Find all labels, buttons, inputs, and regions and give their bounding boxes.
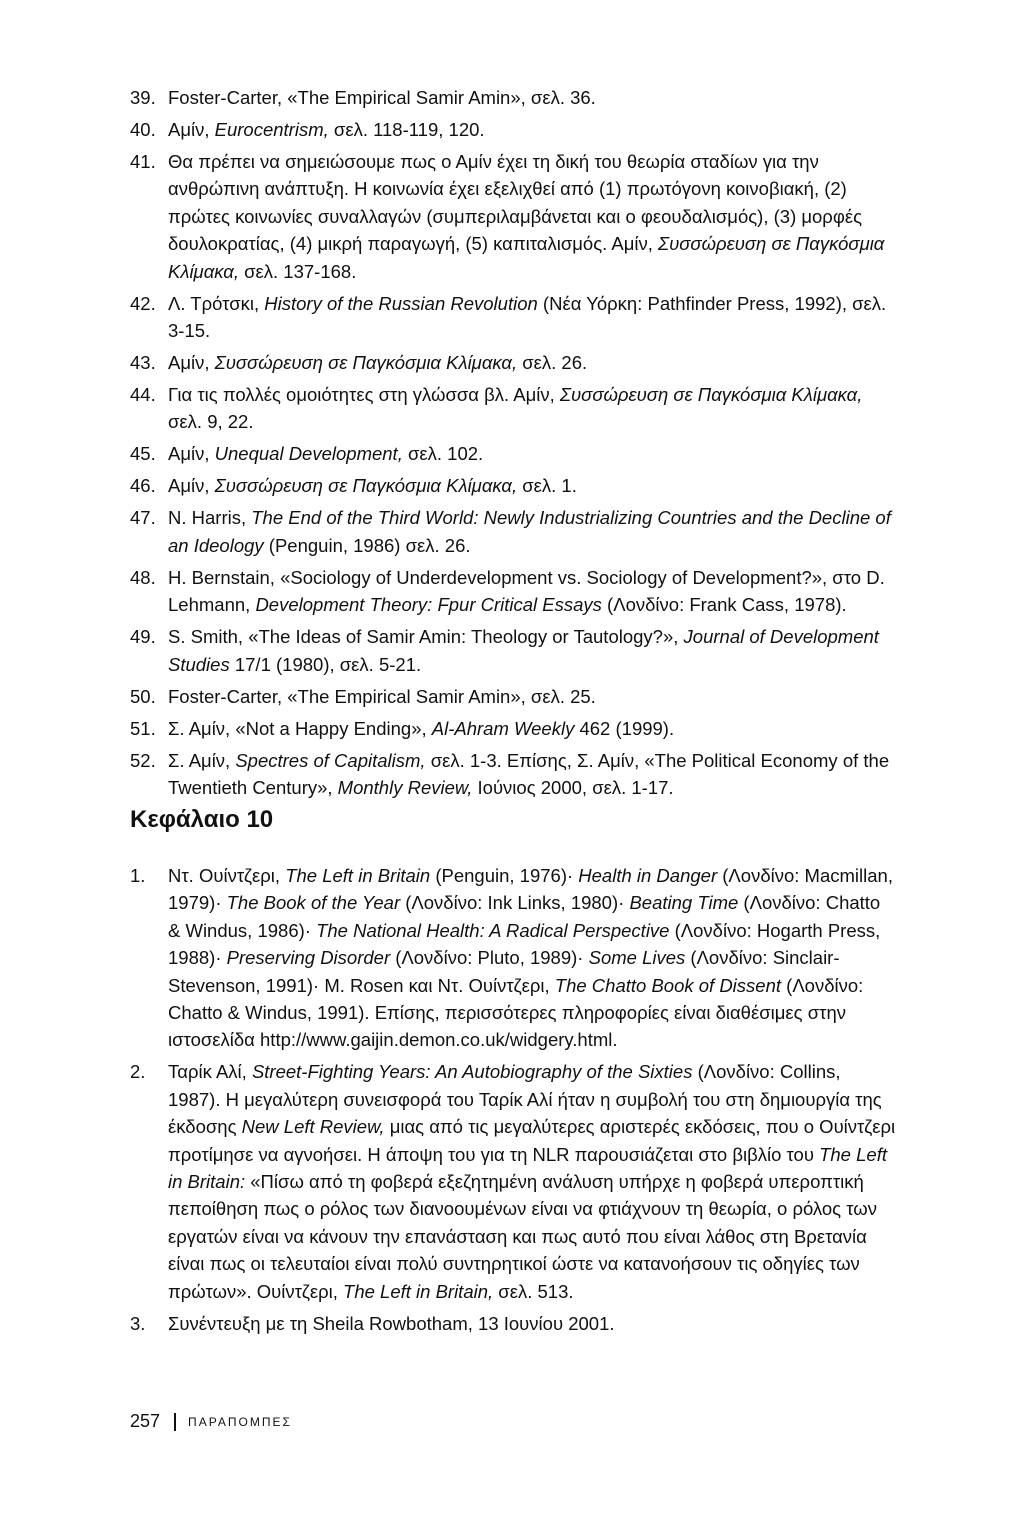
note-text [168, 715, 896, 742]
note-text-segment: «Πίσω από τη φοβερά εξεζητημένη ανάλυση υπήρχε η φοβερά υπεροπτική πεποίθηση πως ο ρόλος των διανοουμένων είναι να φτιάχνουν τη θεωρία, ο ρόλος των εργατών είναι να κάνουν την επανάσταση και πως αυτό που είναι λάθος στη Βρετανία είναι πως οι τελευταίοι είναι πολύ συντηρητικοί ώστε να κατανοήσουν τις οδηγίες των πρώτων». Ουίντζερι, [168, 1171, 877, 1302]
note-text [168, 381, 896, 436]
note-text-segment: σελ. 102. [402, 443, 484, 465]
note-text-segment: (Λονδίνο: Sinclair-Stevenson, 1991)· M. Rosen και Ντ. Ουίντζερι, [168, 947, 840, 996]
note-item [130, 84, 896, 111]
note-title-italic: Beating Time [629, 892, 739, 914]
note-text-segment: Ταρίκ Αλί, [168, 1061, 252, 1083]
note-text [168, 1058, 896, 1305]
note-title-italic: The End of the Third World: Newly Industrializing Countries and the Decline of an Ideology [168, 507, 891, 556]
note-title-italic: Some Lives [588, 947, 686, 969]
note-text-segment: (Penguin, 1986) σελ. 26. [263, 534, 471, 556]
note-text-segment: σελ. 513. [493, 1280, 574, 1302]
note-text [168, 564, 896, 619]
note-text-segment: (Λονδίνο: Chatto & Windus, 1986)· [168, 892, 881, 941]
note-text-segment: (Λονδίνο: Hogarth Press, 1988)· [168, 919, 881, 969]
note-item [130, 747, 896, 802]
note-text-segment: Λ. Τρότσκι, [168, 292, 265, 314]
chapter-heading: Κεφάλαιο 10 [130, 806, 274, 833]
note-item [130, 116, 896, 143]
note-number: 43. [130, 352, 156, 374]
note-text [168, 862, 896, 1054]
note-item [130, 148, 896, 285]
note-text [168, 1310, 896, 1337]
note-title-italic: Development Theory: Fpur Critical Essays [255, 594, 602, 616]
note-text-segment: Συνέντευξη με τη Sheila Rowbotham, 13 Ιουνίου 2001. [168, 1312, 615, 1334]
note-text-segment: Αμίν, [168, 352, 215, 374]
note-title-italic: The Chatto Book of Dissent [554, 974, 782, 996]
note-text-segment: Για τις πολλές ομοιότητες στη γλώσσα βλ. Αμίν, [168, 384, 560, 406]
note-text-segment: Σ. Αμίν, «Not a Happy Ending», [168, 717, 432, 739]
note-text-segment: (Penguin, 1976)· [430, 865, 579, 886]
note-number: 46. [130, 475, 156, 497]
note-title-italic: Συσσώρευση σε Παγκόσμια Κλίμακα, [168, 233, 885, 282]
note-title-italic: Health in Danger [578, 865, 718, 886]
note-text [168, 84, 896, 111]
note-text [168, 472, 896, 499]
page-footer [130, 1411, 292, 1432]
note-text-segment: σελ. 1. [517, 475, 577, 497]
note-title-italic: Unequal Development, [214, 443, 403, 465]
note-text-segment: σελ. 9, 22. [168, 411, 254, 433]
note-text-segment: Σ. Αμίν, [168, 749, 236, 771]
note-item [130, 440, 896, 467]
note-title-italic: Συσσώρευση σε Παγκόσμια Κλίμακα, [214, 352, 518, 374]
note-number: 41. [130, 151, 156, 172]
note-title-italic: Συσσώρευση σε Παγκόσμια Κλίμακα, [559, 384, 863, 406]
note-number: 1. [130, 865, 146, 886]
notes-list-chapter-10 [130, 862, 896, 1342]
note-item [130, 715, 896, 742]
note-text-segment: μιας από τις μεγαλύτερες αριστερές εκδόσεις, που ο Ουίντζερι προτίμησε να αγνοήσει. Η άποψη του για τη NLR παρουσιάζεται στο βιβλίο του [168, 1116, 896, 1165]
note-title-italic: The Left in Britain: [168, 1143, 887, 1193]
note-item [130, 290, 896, 345]
note-item [130, 623, 896, 678]
footer-title: ΠΑΡΑΠΟΜΠΕΣ [188, 1414, 292, 1429]
note-text [168, 683, 896, 710]
note-title-italic: Al-Ahram Weekly [431, 717, 575, 739]
note-item [130, 564, 896, 619]
note-title-italic: Monthly Review, [337, 777, 473, 799]
note-text-segment: (Λονδίνο: Macmillan, 1979)· [168, 865, 893, 914]
note-text-segment: 17/1 (1980), σελ. 5-21. [229, 653, 422, 675]
note-item [130, 862, 896, 1054]
note-number: 44. [130, 384, 156, 406]
note-text-segment: (Λονδίνο: Frank Cass, 1978). [601, 594, 847, 616]
note-number: 3. [130, 1312, 146, 1334]
note-text-segment: Αμίν, [168, 475, 215, 497]
note-title-italic: The Left in Britain, [343, 1280, 494, 1302]
note-number: 52. [130, 749, 156, 771]
note-title-italic: Συσσώρευση σε Παγκόσμια Κλίμακα, [214, 475, 518, 497]
note-title-italic: Street-Fighting Years: An Autobiography of the Sixties [251, 1061, 693, 1083]
note-title-italic: The Left in Britain [285, 865, 431, 886]
note-text [168, 148, 896, 285]
note-text-segment: σελ. 1-3. Επίσης, Σ. Αμίν, «The Political Economy of the Twentieth Century», [168, 749, 890, 799]
note-title-italic: History of the Russian Revolution [264, 292, 538, 314]
note-number: 51. [130, 717, 156, 739]
note-text-segment: (Λονδίνο: Chatto & Windus, 1991). Επίσης, περισσότερες πληροφορίες είναι διαθέσιμες στην ιστοσελίδα http://www.gaijin.demon.co.uk/widgery.html. [168, 974, 864, 1051]
note-item [130, 381, 896, 436]
note-item [130, 349, 896, 376]
note-number: 45. [130, 443, 156, 465]
note-text [168, 440, 896, 467]
note-text-segment: σελ. 137-168. [238, 260, 357, 282]
note-title-italic: Spectres of Capitalism, [235, 749, 426, 771]
note-item [130, 472, 896, 499]
note-number: 47. [130, 507, 156, 529]
note-text-segment: 462 (1999). [574, 717, 675, 739]
note-number: 42. [130, 292, 156, 314]
note-text [168, 623, 896, 678]
note-text-segment: (Νέα Υόρκη: Pathfinder Press, 1992), σελ. 3-15. [168, 292, 887, 342]
note-number: 39. [130, 87, 156, 108]
note-text-segment: (Λονδίνο: Ink Links, 1980)· [400, 892, 630, 914]
note-text [168, 504, 896, 559]
note-text-segment: Αμίν, [168, 119, 215, 140]
note-title-italic: Eurocentrism, [214, 119, 329, 140]
note-number: 50. [130, 685, 156, 707]
note-item [130, 1310, 896, 1337]
note-text-segment: Αμίν, [168, 443, 215, 465]
note-title-italic: New Left Review, [241, 1116, 385, 1138]
notes-list-top [130, 84, 896, 806]
note-number: 40. [130, 119, 156, 140]
note-text-segment: σελ. 118-119, 120. [328, 119, 485, 140]
note-number: 48. [130, 566, 156, 588]
note-text-segment: N. Harris, [168, 507, 252, 529]
note-item [130, 504, 896, 559]
note-text [168, 747, 896, 802]
note-text-segment: (Λονδίνο: Collins, 1987). Η μεγαλύτερη συνεισφορά του Ταρίκ Αλί ήταν η συμβολή του στη δημιουργία της έκδοσης [168, 1061, 882, 1138]
note-text-segment: Ιούνιος 2000, σελ. 1-17. [472, 777, 674, 799]
note-number: 49. [130, 626, 156, 648]
note-text-segment: H. Bernstain, «Sociology of Underdevelopment vs. Sociology of Development?», στο D. Lehmann, [168, 566, 885, 616]
footer-separator [174, 1413, 176, 1431]
note-number: 2. [130, 1061, 146, 1083]
note-title-italic: Journal of Development Studies [168, 626, 879, 675]
note-text-segment: Foster-Carter, «The Empirical Samir Amin», σελ. 36. [168, 87, 596, 108]
note-text [168, 290, 896, 345]
note-text-segment: Θα πρέπει να σημειώσουμε πως ο Αμίν έχει τη δική του θεωρία σταδίων για την ανθρώπινη ανάπτυξη. Η κοινωνία έχει εξελιχθεί από (1) πρωτόγονη κοινοβιακή, (2) πρώτες κοινωνίες συναλλαγών (συμπεριλαμβάνεται και ο φεουδαλισμός), (3) μορφές δουλοκρατίας, (4) μικρή παραγωγή, (5) καπιταλισμός. Αμίν, [168, 151, 862, 255]
note-text-segment: (Λονδίνο: Pluto, 1989)· [390, 947, 589, 969]
note-item [130, 683, 896, 710]
note-text [168, 116, 896, 143]
note-text-segment: S. Smith, «The Ideas of Samir Amin: Theology or Tautology?», [168, 626, 684, 648]
note-title-italic: The Book of the Year [226, 892, 401, 914]
note-text-segment: Foster-Carter, «The Empirical Samir Amin», σελ. 25. [168, 685, 596, 707]
note-item [130, 1058, 896, 1305]
note-text-segment: Ντ. Ουίντζερι, [168, 865, 286, 886]
note-title-italic: The National Health: A Radical Perspective [316, 919, 670, 941]
note-title-italic: Preserving Disorder [226, 947, 391, 969]
note-text [168, 349, 896, 376]
note-text-segment: σελ. 26. [517, 352, 588, 374]
page-number: 257 [130, 1411, 161, 1431]
